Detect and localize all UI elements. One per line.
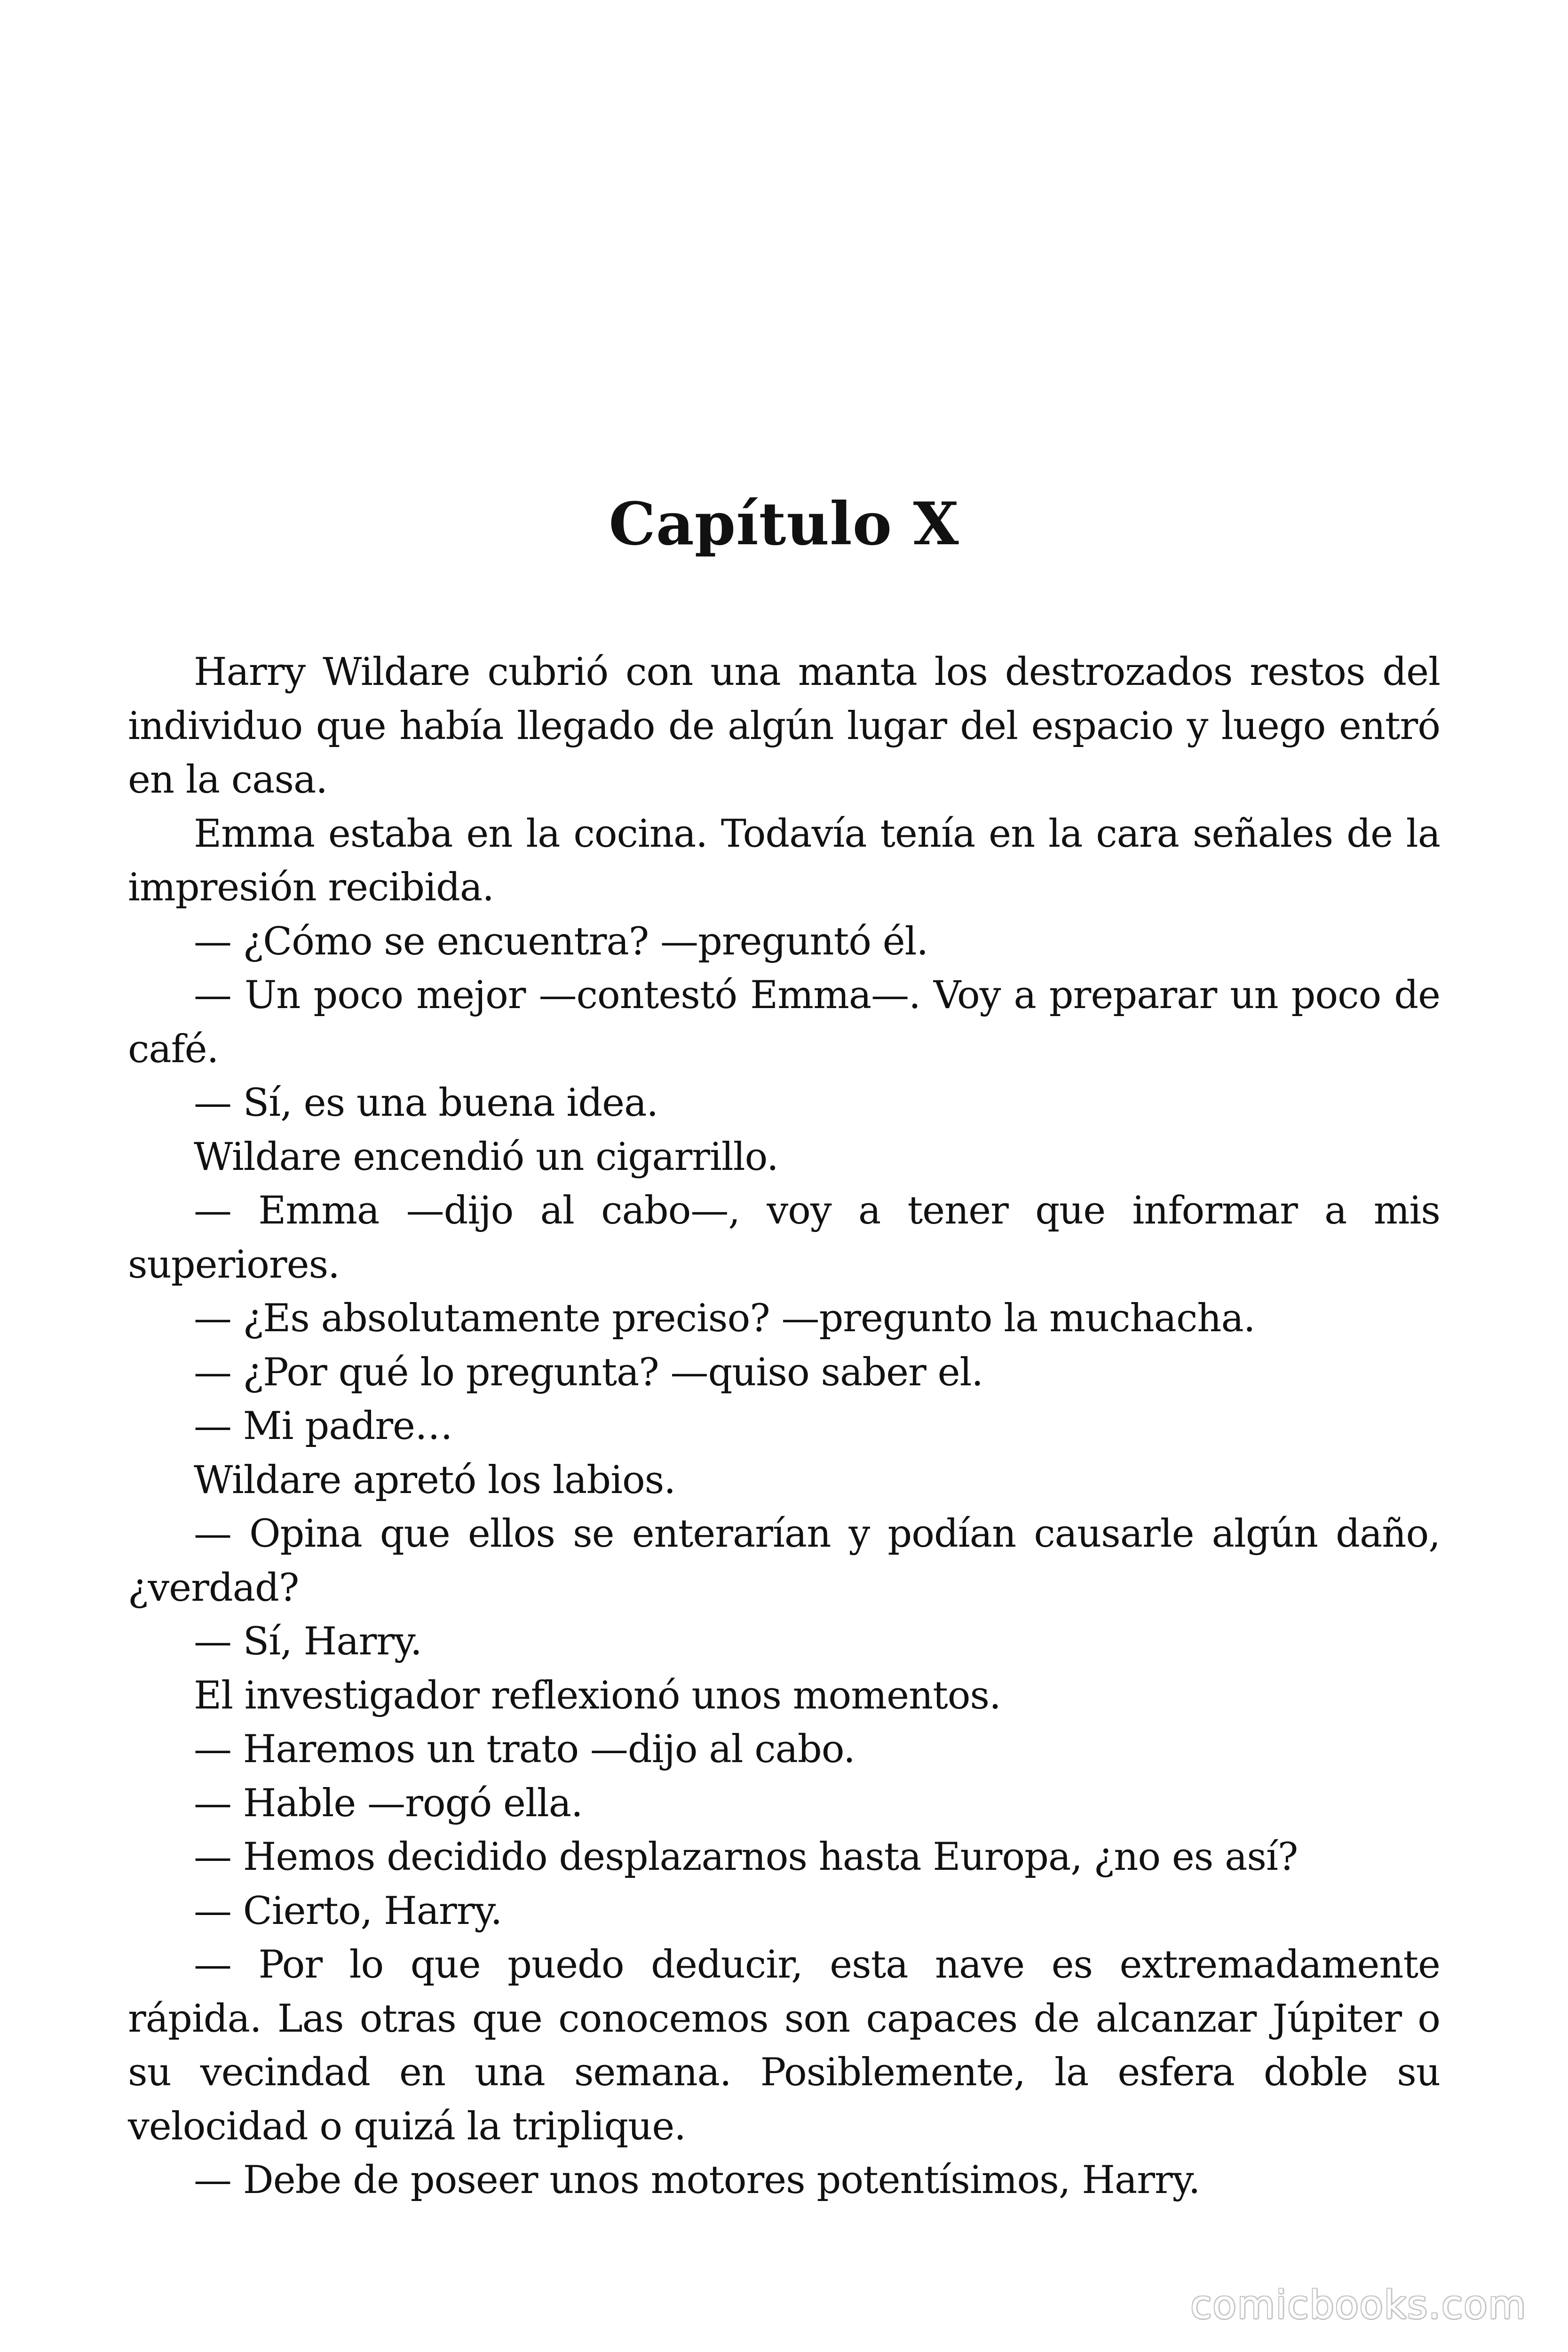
paragraph: — Emma —dijo al cabo—, voy a tener que informar a mis superiores. — [128, 1189, 1440, 1287]
paragraph: — Sí, es una buena idea. — [194, 1081, 658, 1125]
paragraph: Harry Wildare cubrió con una manta los destrozados restos del individuo que había llegado de algún lugar del espacio y luego entró en la casa. — [128, 650, 1440, 802]
paragraph: El investigador reflexionó unos momentos. — [194, 1673, 1001, 1718]
paragraph: — ¿Es absolutamente preciso? —pregunto la muchacha. — [194, 1296, 1255, 1341]
paragraph: — Mi padre… — [194, 1404, 452, 1448]
paragraph: — ¿Cómo se encuentra? —preguntó él. — [194, 919, 928, 964]
paragraph: — Por lo que puedo deducir, esta nave es extremadamente rápida. Las otras que conocemos son capaces de alcanzar Júpiter o su vecindad en una semana. Posiblemente, la esfera doble su velocidad o quizá la triplique. — [128, 1943, 1440, 2149]
paragraph: Wildare apretó los labios. — [194, 1458, 676, 1502]
paragraph: — Debe de poseer unos motores potentísimos, Harry. — [194, 2158, 1200, 2202]
paragraph: — Cierto, Harry. — [194, 1889, 502, 1933]
chapter-body — [128, 645, 1440, 2208]
chapter-title: Capítulo X — [609, 489, 959, 558]
paragraph: — Haremos un trato —dijo al cabo. — [194, 1727, 855, 1772]
paragraph: — Hemos decidido desplazarnos hasta Europa, ¿no es así? — [194, 1835, 1298, 1879]
watermark-text: comicbooks.com — [1190, 2283, 1527, 2328]
paragraph: — ¿Por qué lo pregunta? —quiso saber el. — [194, 1350, 983, 1395]
paragraph: — Hable —rogó ella. — [194, 1781, 583, 1826]
paragraph: — Opina que ellos se enterarían y podían causarle algún daño, ¿verdad? — [128, 1512, 1440, 1610]
paragraph: Wildare encendió un cigarrillo. — [194, 1135, 778, 1179]
paragraph: Emma estaba en la cocina. Todavía tenía en la cara señales de la impresión recibida. — [128, 811, 1440, 910]
paragraph: — Un poco mejor —contestó Emma—. Voy a preparar un poco de café. — [128, 973, 1440, 1072]
paragraph: — Sí, Harry. — [194, 1620, 422, 1664]
